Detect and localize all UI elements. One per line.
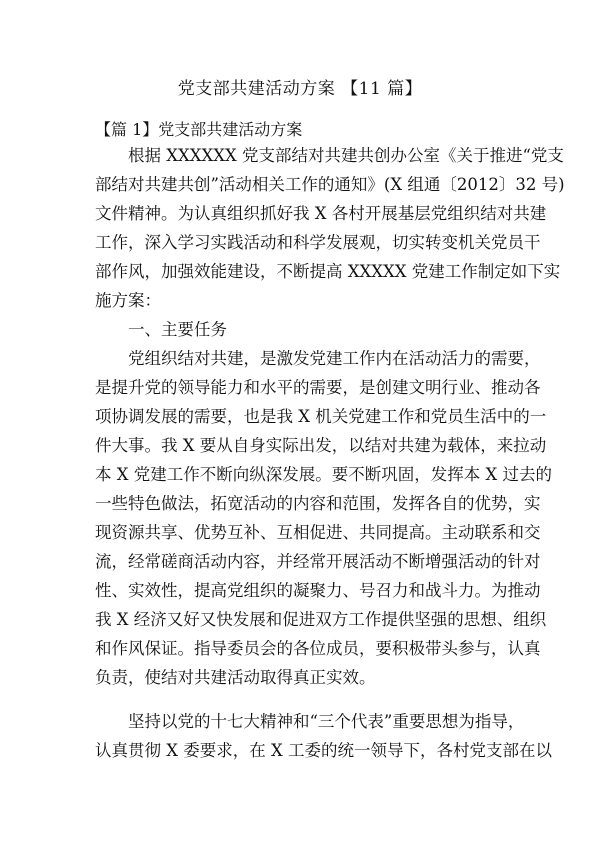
text-line: 负责，使结对共建活动取得真正实效。 (95, 668, 376, 687)
document-title: 党支部共建活动方案 【11 篇】 (177, 79, 423, 99)
text-line: 施方案： (95, 291, 161, 310)
text-line: 工作，深入学习实践活动和科学发展观，切实转变机关党员干 (95, 233, 541, 252)
text-line: 流，经常磋商活动内容，并经常开展活动不断增强活动的针对 (95, 552, 541, 571)
subheading-text: 一、主要任务 (128, 320, 227, 339)
text-line: 和作风保证。指导委员会的各位成员，要积极带头参与，认真 (95, 639, 541, 658)
text-line: 坚持以党的十七大精神和“三个代表”重要思想为指导， (128, 712, 525, 731)
paragraph-intro (95, 141, 565, 315)
subheading-main-tasks (95, 315, 515, 344)
text-line: 根据 XXXXXX 党支部结对共建共创办公室《关于推进“党支 (128, 146, 564, 165)
paragraph-main-tasks (95, 344, 552, 692)
text-line: 党组织结对共建，是激发党建工作内在活动活力的需要， (128, 349, 541, 368)
text-line: 性、实效性，提高党组织的凝聚力、号召力和战斗力。为推动 (95, 581, 541, 600)
text-line: 现资源共享、优势互补、互相促进、共同提高。主动联系和交 (95, 523, 541, 542)
text-line: 部作风，加强效能建设，不断提高 XXXXX 党建工作制定如下实 (95, 262, 561, 281)
text-line: 文件精神。为认真组织抓好我 X 各村开展基层党组织结对共建 (95, 204, 547, 223)
text-line: 是提升党的领导能力和水平的需要，是创建文明行业、推动各 (95, 378, 541, 397)
text-line: 一些特色做法，拓宽活动的内容和范围，发挥各自的优势，实 (95, 494, 541, 513)
text-line: 部结对共建共创”活动相关工作的通知》(X 组通〔2012〕32 号) (95, 175, 565, 194)
text-line: 我 X 经济又好又快发展和促进双方工作提供坚强的思想、组织 (95, 610, 547, 629)
text-line: 项协调发展的需要，也是我 X 机关党建工作和党员生活中的一 (95, 407, 547, 426)
text-line: 认真贯彻 X 委要求，在 X 工委的统一领导下，各村党支部在以 (95, 741, 552, 760)
text-line: 件大事。我 X 要从自身实际出发，以结对共建为载体，来拉动 (95, 436, 547, 455)
text-line: 本 X 党建工作不断向纵深发展。要不断巩固，发挥本 X 过去的 (95, 465, 552, 484)
paragraph-guidance (95, 707, 552, 765)
section-heading: 【篇 1】党支部共建活动方案 (95, 120, 303, 139)
